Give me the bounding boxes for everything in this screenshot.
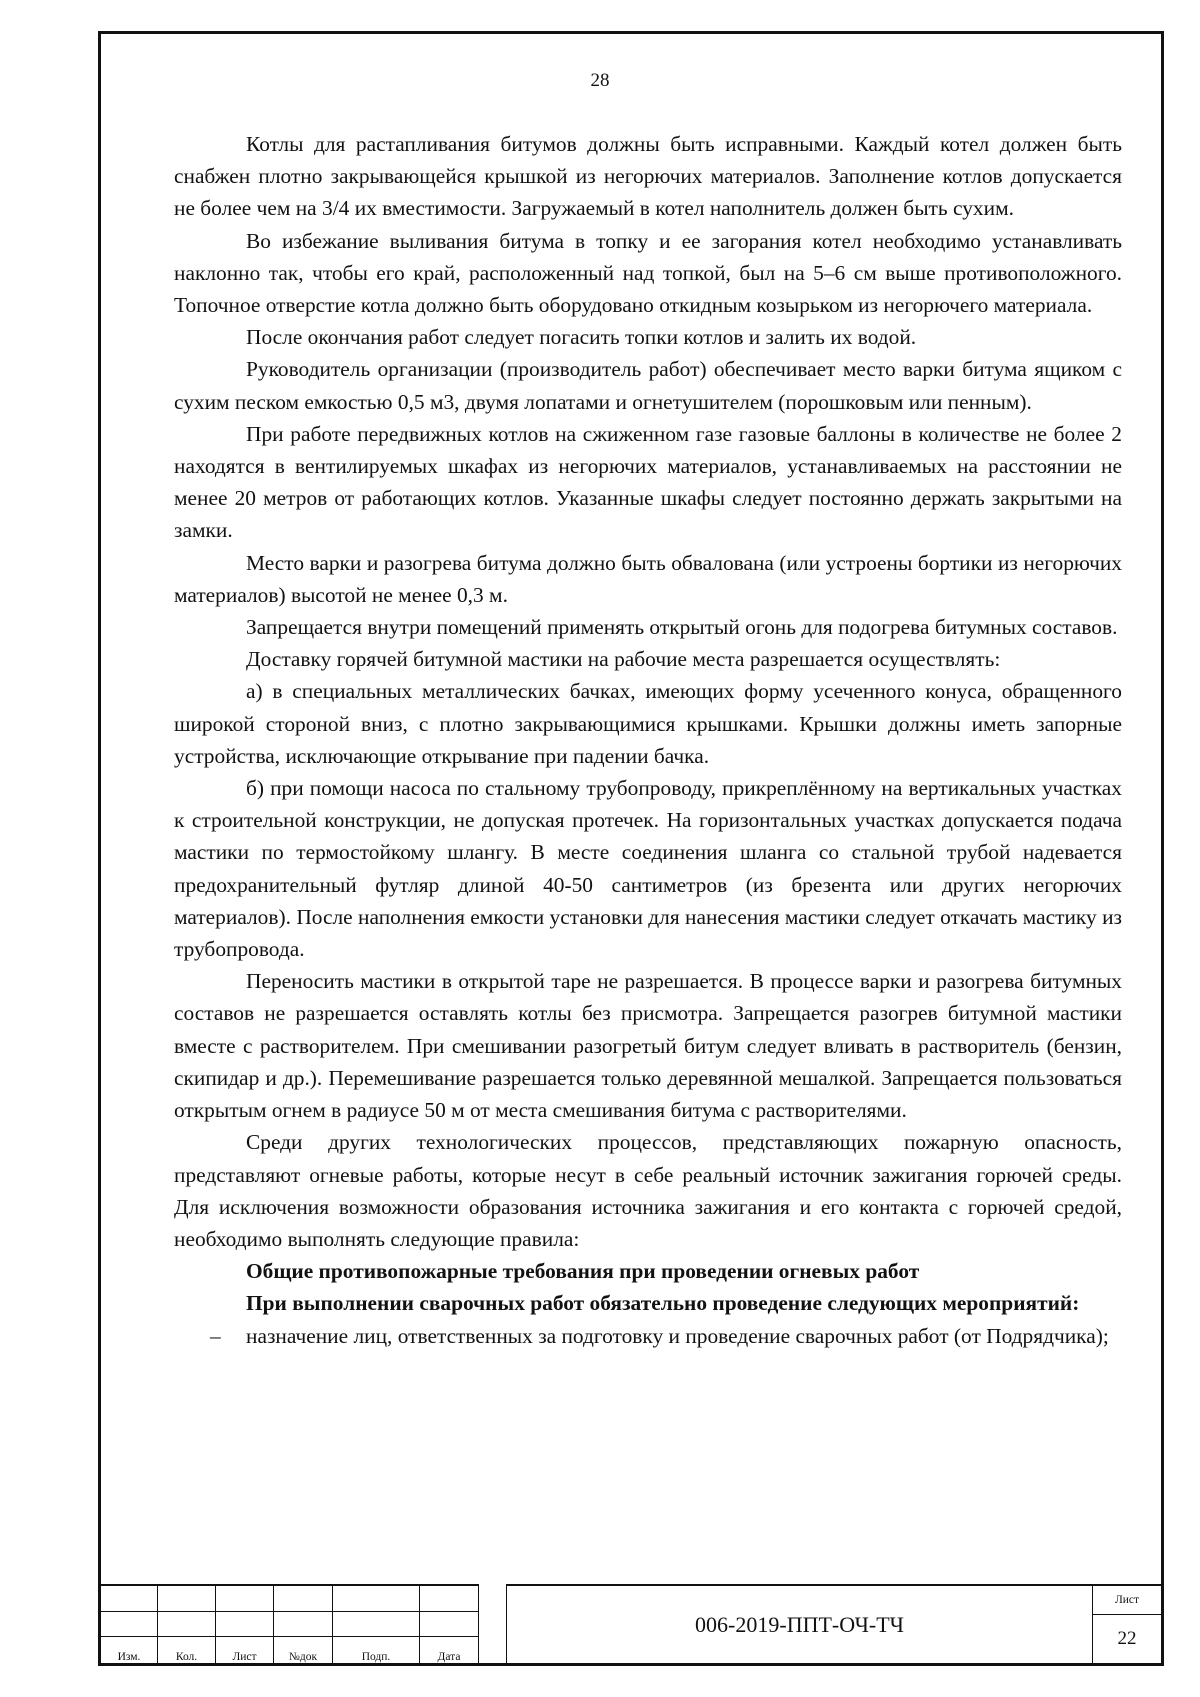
paragraph: При работе передвижных котлов на сжиженном газе газовые баллоны в количестве не более 2 находятся в вентилируемых шкафах из негорючих материалов, устанавливаемых на расстоянии не менее 20 метров от работающих котлов. Указанные шкафы следует постоянно держать закрытыми на замки. <box>174 421 1122 543</box>
sheet-box <box>1092 1584 1161 1663</box>
paragraph: Переносить мастики в открытой таре не разрешается. В процессе варки и разогрева битумных составов не разрешается оставлять котлы без присмотра. Запрещается разогрев битумной мастики вместе с растворителем. При смешивании разогретый битум следует вливать в растворитель (бензин, скипидар и др.). Перемешивание разрешается только деревянной мешалкой. Запрещается пользоваться открытым огнем в радиусе 50 м от места смешивания битума с растворителями. <box>174 969 1122 1123</box>
paragraph: Доставку горячей битумной мастики на рабочие места разрешается осуществлять: <box>246 647 1001 672</box>
revision-cell <box>158 1585 216 1611</box>
sheet-label: Лист <box>1093 1586 1161 1615</box>
revision-table <box>101 1584 479 1663</box>
revision-cell <box>216 1611 274 1637</box>
paragraph: Запрещается внутри помещений применять открытый огонь для подогрева битумных составов. <box>246 615 1118 640</box>
revision-cell <box>216 1585 274 1611</box>
sheet-number: 22 <box>1117 1628 1137 1649</box>
revision-cell <box>101 1611 158 1637</box>
paragraph: Во избежание выливания битума в топку и ее загорания котел необходимо устанавливать наклонно так, чтобы его край, расположенный над топкой, был на 5–6 см выше противоположного. Топочное отверстие котла должно быть оборудовано откидным козырьком из негорючего материала. <box>174 228 1122 318</box>
paragraph: Руководитель организации (производитель работ) обеспечивает место варки битума ящиком с сухим песком емкостью 0,5 м3, двумя лопатами и огнетушителем (порошковым или пенным). <box>174 357 1122 414</box>
revision-cell <box>333 1585 420 1611</box>
column-label-kol: Кол. <box>158 1637 216 1664</box>
revision-cell <box>274 1585 333 1611</box>
revision-cell <box>333 1611 420 1637</box>
paragraph: После окончания работ следует погасить топки котлов и залить их водой. <box>246 325 917 350</box>
paragraph: Котлы для растапливания битумов должны быть исправными. Каждый котел должен быть снабжен плотно закрывающейся крышкой из негорючих материалов. Заполнение котлов допускается не более чем на 3/4 их вместимости. Загружаемый в котел наполнитель должен быть сухим. <box>174 132 1122 221</box>
paragraph: Место варки и разогрева битума должно быть обвалована (или устроены бортики из негорючих материалов) высотой не менее 0,3 м. <box>174 550 1122 607</box>
document-code: 006-2019-ППТ-ОЧ-ТЧ <box>506 1584 1092 1663</box>
revision-cell <box>101 1585 158 1611</box>
column-label-izm: Изм. <box>101 1637 158 1664</box>
paragraph: а) в специальных металлических бачках, имеющих форму усеченного конуса, обращенного широкой стороной вниз, с плотно закрывающимися крышками. Крышки должны иметь запорные устройства, исключающие открывание при падении бачка. <box>174 679 1122 768</box>
revision-cell <box>274 1611 333 1637</box>
list-item <box>174 1320 1122 1352</box>
paragraph: б) при помощи насоса по стальному трубопроводу, прикреплённому на вертикальных участках к строительной конструкции, не допуская протечек. На горизонтальных участках допускается подача мастики по термостойкому шлангу. В месте соединения шланга со стальной трубой надевается предохранительный футляр длиной 40-50 сантиметров (из брезента или других негорючих материалов). После наполнения емкости установки для нанесения мастики следует откачать мастику из трубопровода. <box>174 776 1122 962</box>
column-label-list: Лист <box>216 1637 274 1664</box>
revision-cell <box>158 1611 216 1637</box>
dash-bullet-icon: – <box>210 1323 221 1348</box>
column-label-data: Дата <box>420 1637 479 1664</box>
section-heading: Общие противопожарные требования при проведении огневых работ <box>246 1259 920 1284</box>
revision-cell <box>420 1585 479 1611</box>
page-number: 28 <box>590 70 610 91</box>
section-subheading: При выполнении сварочных работ обязательно проведение следующих мероприятий: <box>246 1291 1080 1316</box>
list-item-text: назначение лиц, ответственных за подготовку и проведение сварочных работ (от Подрядчика); <box>246 1323 1109 1348</box>
column-label-ndok: №док <box>274 1637 333 1664</box>
bullet-list <box>174 1320 1122 1352</box>
title-block <box>101 1584 1161 1663</box>
paragraph: Среди других технологических процессов, представляющих пожарную опасность, представляют огневые работы, которые несут в себе реальный источник зажигания горючей среды. Для исключения возможности образования источника зажигания и его контакта с горючей средой, необходимо выполнять следующие правила: <box>174 1130 1122 1251</box>
revision-cell <box>420 1611 479 1637</box>
column-label-podp: Подп. <box>333 1637 420 1664</box>
document-body <box>174 128 1122 1352</box>
